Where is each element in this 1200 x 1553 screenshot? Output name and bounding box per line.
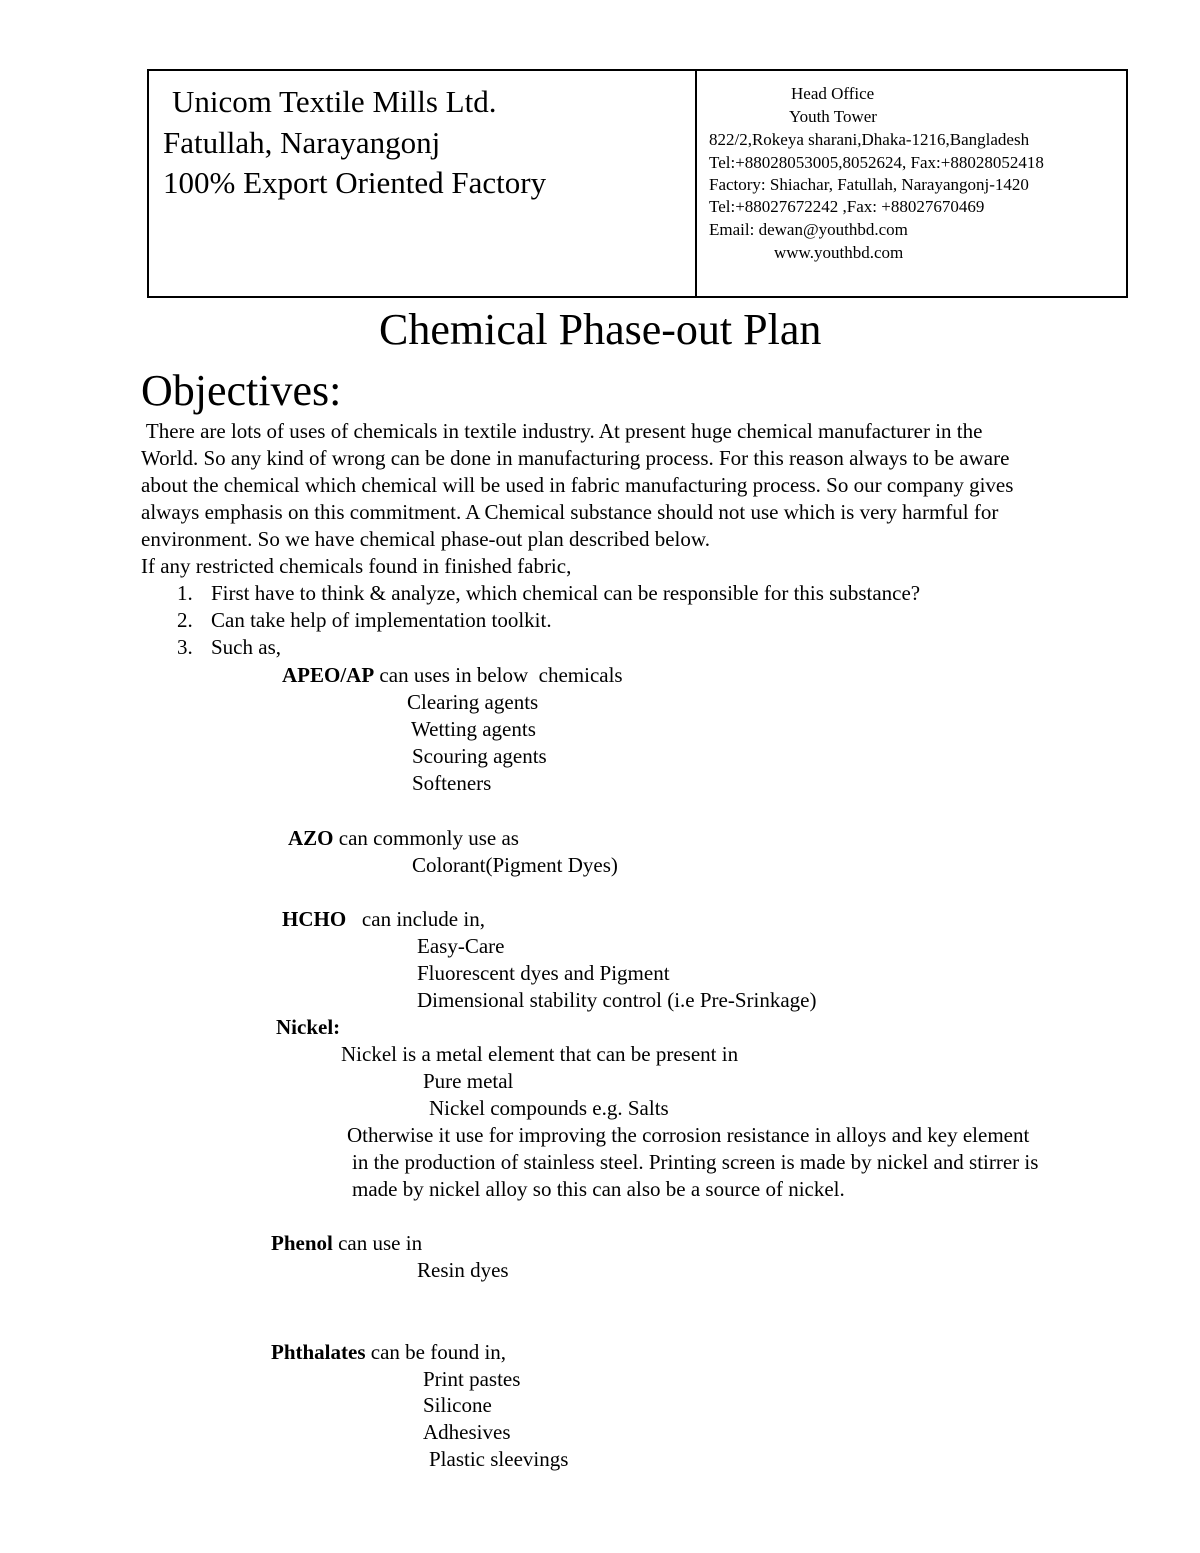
- company-location: Fatullah, Narayangonj: [163, 125, 441, 160]
- phthalates-description: can be found in,: [365, 1340, 507, 1364]
- phthalates-item: Silicone: [423, 1393, 492, 1417]
- step-number: 2.: [177, 608, 193, 632]
- phthalates-heading: [271, 1339, 506, 1366]
- step-number: 3.: [177, 635, 193, 659]
- hcho-item: Easy-Care: [417, 934, 505, 958]
- paragraph-line: environment. So we have chemical phase-out plan described below.: [141, 527, 710, 551]
- document-title: Chemical Phase-out Plan: [379, 305, 822, 354]
- factory-phone: Tel:+88027672242 ,Fax: +88027670469: [709, 197, 985, 216]
- step-text: First have to think & analyze, which chemical can be responsible for this substance?: [211, 581, 921, 605]
- step-text: Can take help of implementation toolkit.: [211, 608, 552, 632]
- email: Email: dewan@youthbd.com: [709, 220, 908, 239]
- hcho-item: Fluorescent dyes and Pigment: [417, 961, 670, 985]
- nickel-heading: [276, 1014, 340, 1041]
- nickel-item: Pure metal: [423, 1069, 514, 1093]
- company-tagline: 100% Export Oriented Factory: [163, 165, 547, 200]
- phenol-name: Phenol: [271, 1231, 333, 1255]
- azo-heading: [288, 825, 519, 852]
- office-building: Youth Tower: [789, 107, 877, 126]
- phthalates-item: Plastic sleevings: [429, 1447, 569, 1471]
- apeo-item: Scouring agents: [412, 744, 547, 768]
- paragraph-line: always emphasis on this commitment. A Chemical substance should not use which is very harmful for: [141, 500, 999, 524]
- intro-line: If any restricted chemicals found in finished fabric,: [141, 554, 572, 578]
- phenol-description: can use in: [332, 1231, 423, 1255]
- hcho-description: can include in,: [346, 907, 485, 931]
- header-divider: [695, 71, 697, 296]
- hcho-heading: [282, 906, 485, 933]
- office-phone: Tel:+88028053005,8052624, Fax:+88028052418: [709, 153, 1044, 172]
- phenol-item: Resin dyes: [417, 1258, 509, 1282]
- azo-description: can commonly use as: [333, 826, 519, 850]
- apeo-item: Wetting agents: [411, 717, 536, 741]
- paragraph-line: World. So any kind of wrong can be done in manufacturing process. For this reason always to be aware: [141, 446, 1010, 470]
- paragraph-line: about the chemical which chemical will be used in fabric manufacturing process. So our company gives: [141, 473, 1014, 497]
- phthalates-item: Adhesives: [423, 1420, 511, 1444]
- azo-item: Colorant(Pigment Dyes): [412, 853, 618, 877]
- paragraph-line: There are lots of uses of chemicals in textile industry. At present huge chemical manufacturer in the: [141, 419, 983, 443]
- nickel-name: Nickel:: [276, 1015, 341, 1039]
- nickel-paragraph-line: Otherwise it use for improving the corrosion resistance in alloys and key element: [347, 1123, 1030, 1147]
- apeo-name: APEO/AP: [282, 663, 375, 687]
- azo-name: AZO: [288, 826, 334, 850]
- nickel-paragraph-line: in the production of stainless steel. Printing screen is made by nickel and stirrer is: [352, 1150, 1039, 1174]
- phthalates-item: Print pastes: [423, 1367, 521, 1391]
- apeo-description: can uses in below chemicals: [374, 663, 623, 687]
- office-address: 822/2,Rokeya sharani,Dhaka-1216,Bangladesh: [709, 130, 1030, 149]
- factory-address: Factory: Shiachar, Fatullah, Narayangonj-1420: [709, 175, 1029, 194]
- nickel-intro: Nickel is a metal element that can be present in: [341, 1042, 739, 1066]
- apeo-heading: [282, 662, 623, 689]
- apeo-item: Softeners: [412, 771, 492, 795]
- nickel-item: Nickel compounds e.g. Salts: [429, 1096, 669, 1120]
- apeo-item: Clearing agents: [407, 690, 539, 714]
- phthalates-name: Phthalates: [271, 1340, 366, 1364]
- step-number: 1.: [177, 581, 193, 605]
- website: www.youthbd.com: [774, 243, 904, 262]
- nickel-paragraph-line: made by nickel alloy so this can also be a source of nickel.: [352, 1177, 845, 1201]
- phenol-heading: [271, 1230, 422, 1257]
- hcho-name: HCHO: [282, 907, 347, 931]
- head-office-label: Head Office: [791, 84, 875, 103]
- hcho-item: Dimensional stability control (i.e Pre-Srinkage): [417, 988, 817, 1012]
- company-name: Unicom Textile Mills Ltd.: [172, 84, 497, 119]
- objectives-heading: Objectives:: [141, 366, 342, 415]
- step-text: Such as,: [211, 635, 281, 659]
